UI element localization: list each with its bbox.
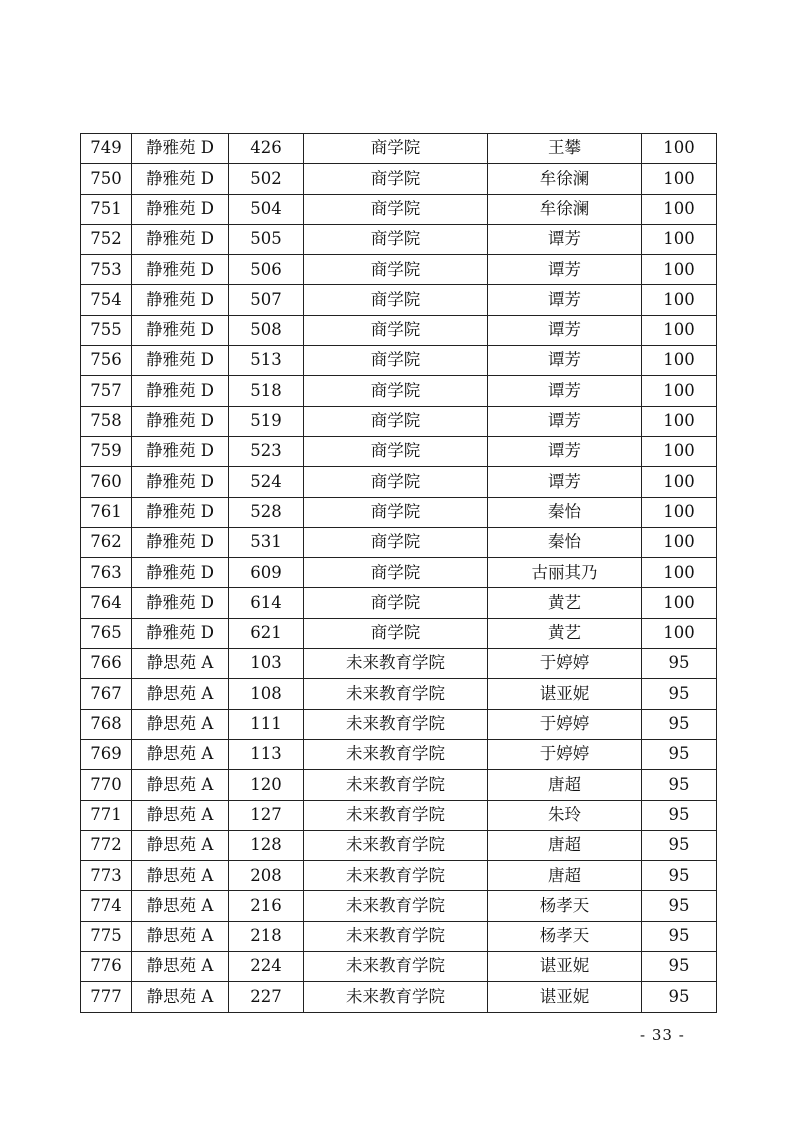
row-index-cell: 769	[81, 739, 132, 769]
college-cell: 未来教育学院	[304, 830, 488, 860]
building-cell: 静雅苑 D	[132, 376, 229, 406]
score-cell: 95	[642, 982, 717, 1012]
score-cell: 95	[642, 770, 717, 800]
row-index-cell: 772	[81, 830, 132, 860]
row-index-cell: 756	[81, 346, 132, 376]
counselor-cell: 唐超	[488, 770, 642, 800]
score-cell: 95	[642, 800, 717, 830]
row-index-cell: 758	[81, 406, 132, 436]
score-cell: 100	[642, 527, 717, 557]
counselor-cell: 谭芳	[488, 467, 642, 497]
room-cell: 111	[229, 709, 304, 739]
row-index-cell: 751	[81, 194, 132, 224]
score-cell: 100	[642, 315, 717, 345]
row-index-cell: 754	[81, 285, 132, 315]
counselor-cell: 杨孝天	[488, 921, 642, 951]
counselor-cell: 王攀	[488, 134, 642, 164]
table-row	[81, 921, 717, 951]
college-cell: 商学院	[304, 346, 488, 376]
table-row	[81, 830, 717, 860]
college-cell: 商学院	[304, 588, 488, 618]
building-cell: 静雅苑 D	[132, 315, 229, 345]
table-row	[81, 527, 717, 557]
building-cell: 静思苑 A	[132, 861, 229, 891]
college-cell: 未来教育学院	[304, 982, 488, 1012]
table-row	[81, 952, 717, 982]
room-cell: 519	[229, 406, 304, 436]
room-cell: 506	[229, 255, 304, 285]
college-cell: 商学院	[304, 285, 488, 315]
counselor-cell: 牟徐澜	[488, 164, 642, 194]
score-cell: 100	[642, 588, 717, 618]
college-cell: 商学院	[304, 527, 488, 557]
row-index-cell: 775	[81, 921, 132, 951]
row-index-cell: 752	[81, 224, 132, 254]
table-row	[81, 467, 717, 497]
room-cell: 523	[229, 436, 304, 466]
table-row	[81, 194, 717, 224]
score-cell: 100	[642, 255, 717, 285]
score-cell: 100	[642, 346, 717, 376]
building-cell: 静雅苑 D	[132, 436, 229, 466]
room-cell: 505	[229, 224, 304, 254]
row-index-cell: 764	[81, 588, 132, 618]
score-cell: 100	[642, 558, 717, 588]
row-index-cell: 755	[81, 315, 132, 345]
table-row	[81, 861, 717, 891]
college-cell: 未来教育学院	[304, 861, 488, 891]
building-cell: 静雅苑 D	[132, 255, 229, 285]
college-cell: 商学院	[304, 618, 488, 648]
score-cell: 95	[642, 739, 717, 769]
table-row	[81, 739, 717, 769]
college-cell: 商学院	[304, 467, 488, 497]
table-row	[81, 982, 717, 1012]
building-cell: 静雅苑 D	[132, 285, 229, 315]
table-row	[81, 618, 717, 648]
college-cell: 未来教育学院	[304, 709, 488, 739]
building-cell: 静雅苑 D	[132, 618, 229, 648]
table-row	[81, 891, 717, 921]
room-cell: 426	[229, 134, 304, 164]
dorm-score-table	[80, 133, 717, 1013]
table-row	[81, 346, 717, 376]
table-row	[81, 436, 717, 466]
table-body	[81, 134, 717, 1013]
college-cell: 未来教育学院	[304, 921, 488, 951]
college-cell: 商学院	[304, 558, 488, 588]
counselor-cell: 黄艺	[488, 588, 642, 618]
building-cell: 静雅苑 D	[132, 558, 229, 588]
building-cell: 静雅苑 D	[132, 346, 229, 376]
counselor-cell: 于婷婷	[488, 739, 642, 769]
row-index-cell: 765	[81, 618, 132, 648]
building-cell: 静思苑 A	[132, 982, 229, 1012]
score-cell: 100	[642, 285, 717, 315]
room-cell: 614	[229, 588, 304, 618]
college-cell: 商学院	[304, 376, 488, 406]
building-cell: 静雅苑 D	[132, 467, 229, 497]
building-cell: 静思苑 A	[132, 770, 229, 800]
room-cell: 518	[229, 376, 304, 406]
room-cell: 120	[229, 770, 304, 800]
row-index-cell: 753	[81, 255, 132, 285]
score-cell: 95	[642, 921, 717, 951]
counselor-cell: 谭芳	[488, 315, 642, 345]
row-index-cell: 759	[81, 436, 132, 466]
college-cell: 未来教育学院	[304, 952, 488, 982]
college-cell: 商学院	[304, 315, 488, 345]
room-cell: 508	[229, 315, 304, 345]
counselor-cell: 谭芳	[488, 255, 642, 285]
room-cell: 216	[229, 891, 304, 921]
row-index-cell: 767	[81, 679, 132, 709]
room-cell: 208	[229, 861, 304, 891]
college-cell: 商学院	[304, 406, 488, 436]
score-cell: 95	[642, 952, 717, 982]
college-cell: 商学院	[304, 497, 488, 527]
building-cell: 静雅苑 D	[132, 527, 229, 557]
table-row	[81, 800, 717, 830]
score-cell: 100	[642, 194, 717, 224]
college-cell: 商学院	[304, 164, 488, 194]
room-cell: 507	[229, 285, 304, 315]
row-index-cell: 760	[81, 467, 132, 497]
room-cell: 224	[229, 952, 304, 982]
score-cell: 95	[642, 830, 717, 860]
counselor-cell: 谭芳	[488, 436, 642, 466]
score-cell: 100	[642, 164, 717, 194]
room-cell: 609	[229, 558, 304, 588]
building-cell: 静思苑 A	[132, 921, 229, 951]
room-cell: 103	[229, 649, 304, 679]
room-cell: 108	[229, 679, 304, 709]
college-cell: 商学院	[304, 436, 488, 466]
row-index-cell: 777	[81, 982, 132, 1012]
room-cell: 513	[229, 346, 304, 376]
row-index-cell: 750	[81, 164, 132, 194]
room-cell: 227	[229, 982, 304, 1012]
score-cell: 100	[642, 467, 717, 497]
counselor-cell: 谌亚妮	[488, 952, 642, 982]
room-cell: 128	[229, 830, 304, 860]
building-cell: 静思苑 A	[132, 800, 229, 830]
row-index-cell: 770	[81, 770, 132, 800]
score-cell: 95	[642, 679, 717, 709]
room-cell: 528	[229, 497, 304, 527]
building-cell: 静雅苑 D	[132, 194, 229, 224]
college-cell: 未来教育学院	[304, 770, 488, 800]
counselor-cell: 古丽其乃	[488, 558, 642, 588]
building-cell: 静思苑 A	[132, 709, 229, 739]
college-cell: 商学院	[304, 194, 488, 224]
page-number: - 33 -	[640, 1026, 685, 1044]
table-row	[81, 164, 717, 194]
counselor-cell: 秦怡	[488, 527, 642, 557]
row-index-cell: 766	[81, 649, 132, 679]
building-cell: 静雅苑 D	[132, 164, 229, 194]
room-cell: 127	[229, 800, 304, 830]
room-cell: 113	[229, 739, 304, 769]
row-index-cell: 749	[81, 134, 132, 164]
counselor-cell: 杨孝天	[488, 891, 642, 921]
table-row	[81, 709, 717, 739]
room-cell: 504	[229, 194, 304, 224]
room-cell: 621	[229, 618, 304, 648]
row-index-cell: 763	[81, 558, 132, 588]
table-row	[81, 255, 717, 285]
table-row	[81, 285, 717, 315]
building-cell: 静思苑 A	[132, 739, 229, 769]
score-cell: 100	[642, 436, 717, 466]
building-cell: 静思苑 A	[132, 649, 229, 679]
row-index-cell: 776	[81, 952, 132, 982]
building-cell: 静雅苑 D	[132, 224, 229, 254]
counselor-cell: 谌亚妮	[488, 982, 642, 1012]
table-row	[81, 224, 717, 254]
building-cell: 静雅苑 D	[132, 134, 229, 164]
building-cell: 静雅苑 D	[132, 588, 229, 618]
table-row	[81, 588, 717, 618]
counselor-cell: 秦怡	[488, 497, 642, 527]
score-cell: 95	[642, 649, 717, 679]
room-cell: 502	[229, 164, 304, 194]
row-index-cell: 771	[81, 800, 132, 830]
score-cell: 95	[642, 891, 717, 921]
building-cell: 静思苑 A	[132, 952, 229, 982]
college-cell: 未来教育学院	[304, 649, 488, 679]
building-cell: 静思苑 A	[132, 830, 229, 860]
counselor-cell: 谌亚妮	[488, 679, 642, 709]
row-index-cell: 761	[81, 497, 132, 527]
room-cell: 218	[229, 921, 304, 951]
room-cell: 524	[229, 467, 304, 497]
score-cell: 100	[642, 224, 717, 254]
score-cell: 100	[642, 376, 717, 406]
college-cell: 商学院	[304, 134, 488, 164]
row-index-cell: 773	[81, 861, 132, 891]
college-cell: 未来教育学院	[304, 679, 488, 709]
table-row	[81, 134, 717, 164]
table-row	[81, 558, 717, 588]
table-row	[81, 497, 717, 527]
building-cell: 静雅苑 D	[132, 497, 229, 527]
room-cell: 531	[229, 527, 304, 557]
counselor-cell: 于婷婷	[488, 709, 642, 739]
score-cell: 95	[642, 861, 717, 891]
counselor-cell: 谭芳	[488, 376, 642, 406]
counselor-cell: 谭芳	[488, 285, 642, 315]
score-cell: 100	[642, 134, 717, 164]
score-cell: 100	[642, 618, 717, 648]
counselor-cell: 谭芳	[488, 406, 642, 436]
college-cell: 商学院	[304, 255, 488, 285]
college-cell: 商学院	[304, 224, 488, 254]
building-cell: 静雅苑 D	[132, 406, 229, 436]
counselor-cell: 朱玲	[488, 800, 642, 830]
building-cell: 静思苑 A	[132, 891, 229, 921]
counselor-cell: 黄艺	[488, 618, 642, 648]
table-row	[81, 770, 717, 800]
counselor-cell: 牟徐澜	[488, 194, 642, 224]
table-row	[81, 376, 717, 406]
building-cell: 静思苑 A	[132, 679, 229, 709]
row-index-cell: 757	[81, 376, 132, 406]
table-row	[81, 679, 717, 709]
score-cell: 100	[642, 497, 717, 527]
counselor-cell: 谭芳	[488, 346, 642, 376]
table-row	[81, 406, 717, 436]
counselor-cell: 唐超	[488, 830, 642, 860]
college-cell: 未来教育学院	[304, 800, 488, 830]
score-cell: 100	[642, 406, 717, 436]
score-cell: 95	[642, 709, 717, 739]
table-row	[81, 649, 717, 679]
row-index-cell: 762	[81, 527, 132, 557]
row-index-cell: 768	[81, 709, 132, 739]
college-cell: 未来教育学院	[304, 739, 488, 769]
counselor-cell: 于婷婷	[488, 649, 642, 679]
college-cell: 未来教育学院	[304, 891, 488, 921]
counselor-cell: 唐超	[488, 861, 642, 891]
counselor-cell: 谭芳	[488, 224, 642, 254]
row-index-cell: 774	[81, 891, 132, 921]
table-row	[81, 315, 717, 345]
